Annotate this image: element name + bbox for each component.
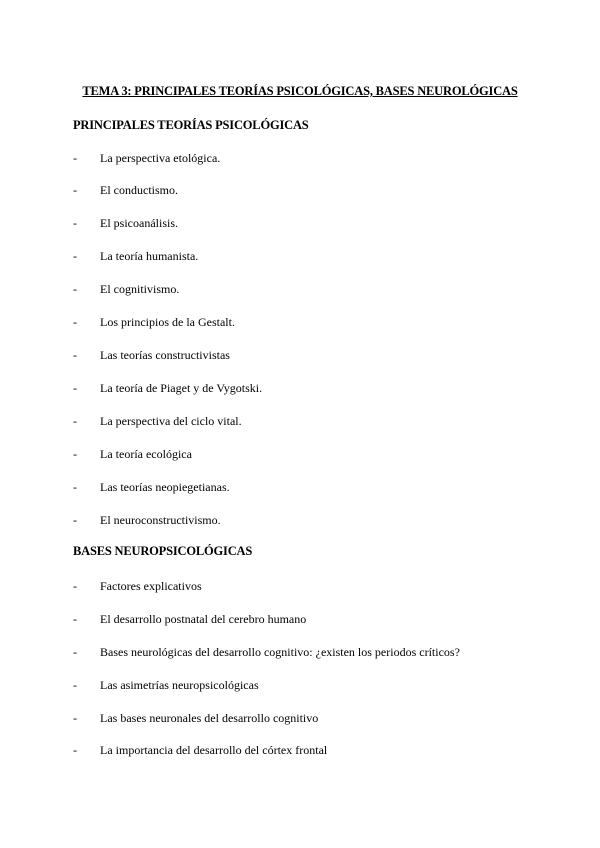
list-item-text: El psicoanálisis. — [100, 216, 178, 230]
bullet-dash: - — [73, 381, 77, 395]
list-item-text: Las teorías neopiegetianas. — [100, 480, 230, 494]
list-item-text: Las bases neuronales del desarrollo cognitivo — [100, 711, 319, 725]
bullet-dash: - — [73, 612, 77, 626]
bullet-dash: - — [73, 151, 77, 165]
bullet-dash: - — [73, 249, 77, 263]
list-item-text: La teoría ecológica — [100, 447, 192, 461]
bullet-dash: - — [73, 480, 77, 494]
list-item-text: La perspectiva del ciclo vital. — [100, 414, 242, 428]
section-heading-theories: PRINCIPALES TEORÍAS PSICOLÓGICAS — [73, 118, 309, 132]
bullet-dash: - — [73, 645, 77, 659]
document-title: TEMA 3: PRINCIPALES TEORÍAS PSICOLÓGICAS, BASES NEUROLÓGICAS — [82, 84, 518, 98]
list-item-text: El neuroconstructivismo. — [100, 513, 221, 527]
section-heading-neuro: BASES NEUROPSICOLÓGICAS — [73, 544, 253, 558]
bullet-dash: - — [73, 183, 77, 197]
bullet-dash: - — [73, 447, 77, 461]
bullet-dash: - — [73, 743, 77, 757]
bullet-dash: - — [73, 414, 77, 428]
list-item-text: Bases neurológicas del desarrollo cognitivo: ¿existen los periodos críticos? — [100, 645, 460, 659]
bullet-dash: - — [73, 513, 77, 527]
list-item-text: Las asimetrías neuropsicológicas — [100, 678, 259, 692]
bullet-dash: - — [73, 315, 77, 329]
list-item-text: Los principios de la Gestalt. — [100, 315, 235, 329]
bullet-dash: - — [73, 579, 77, 593]
list-item-text: El desarrollo postnatal del cerebro humano — [100, 612, 307, 626]
bullet-dash: - — [73, 711, 77, 725]
bullet-dash: - — [73, 216, 77, 230]
list-item-text: La teoría humanista. — [100, 249, 199, 263]
bullet-dash: - — [73, 348, 77, 362]
list-item-text: El conductismo. — [100, 183, 178, 197]
list-item-text: La teoría de Piaget y de Vygotski. — [100, 381, 263, 395]
list-item-text: Las teorías constructivistas — [100, 348, 230, 362]
bullet-dash: - — [73, 282, 77, 296]
list-item-text: Factores explicativos — [100, 579, 202, 593]
bullet-dash: - — [73, 678, 77, 692]
list-item-text: La perspectiva etológica. — [100, 151, 221, 165]
list-item-text: El cognitivismo. — [100, 282, 180, 296]
list-item-text: La importancia del desarrollo del córtex frontal — [100, 743, 328, 757]
